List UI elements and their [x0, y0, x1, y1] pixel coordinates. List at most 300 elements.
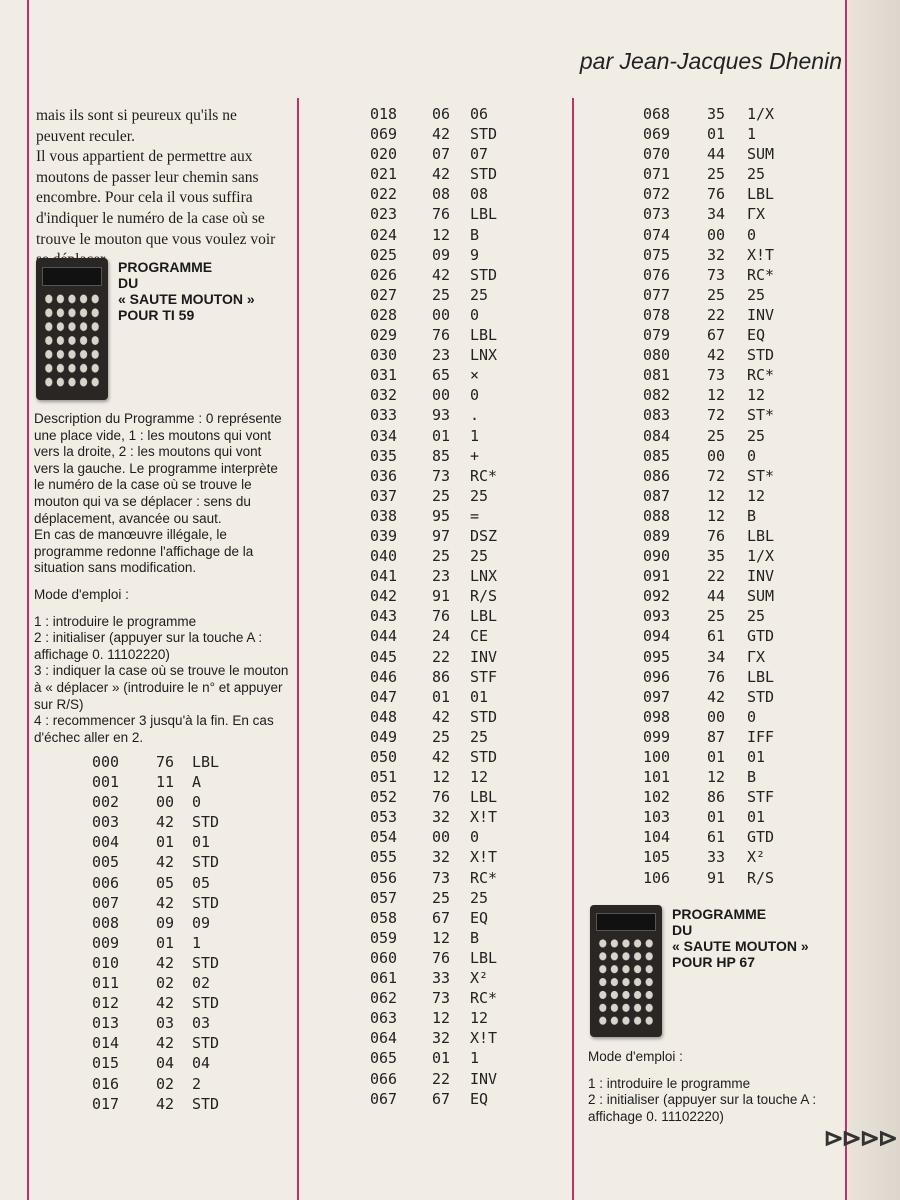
- mnemonic: 12: [747, 386, 766, 405]
- mode-title: Mode d'emploi :: [588, 1049, 683, 1064]
- step-number: 048: [370, 707, 398, 726]
- mnemonic: LBL: [747, 526, 775, 545]
- step-number: 033: [370, 406, 398, 425]
- key-code: 93: [432, 406, 451, 425]
- step-number: 076: [643, 265, 671, 284]
- mode-step: 2 : initialiser (appuyer sur la touche A : affichage 0. 11102220): [34, 630, 263, 662]
- step-number: 085: [643, 446, 671, 465]
- step-number: 075: [643, 245, 671, 264]
- step-number: 099: [643, 727, 671, 746]
- mnemonic: 0: [470, 828, 480, 847]
- key-code: 11: [156, 773, 175, 792]
- step-number: 078: [643, 305, 671, 324]
- mnemonic: RC*: [747, 265, 775, 284]
- key-code: 32: [432, 1029, 451, 1048]
- intro-text: [36, 106, 288, 271]
- mnemonic: SUM: [747, 587, 775, 606]
- step-number: 009: [92, 933, 120, 952]
- key-code: 23: [432, 346, 451, 365]
- mnemonic: LBL: [470, 607, 498, 626]
- mnemonic: INV: [470, 1069, 498, 1088]
- step-number: 054: [370, 828, 398, 847]
- key-code: 76: [432, 607, 451, 626]
- key-code: 12: [707, 386, 726, 405]
- mnemonic: 12: [747, 486, 766, 505]
- mnemonic: STD: [192, 893, 220, 912]
- mnemonic: STD: [747, 687, 775, 706]
- key-code: 73: [707, 366, 726, 385]
- key-code: 01: [156, 933, 175, 952]
- key-code: 22: [707, 567, 726, 586]
- mnemonic: 08: [470, 185, 489, 204]
- step-number: 052: [370, 788, 398, 807]
- mnemonic: ×: [470, 366, 480, 385]
- column-rule-1: [297, 98, 299, 1200]
- hp67-program-title: PROGRAMME DU « SAUTE MOUTON » POUR HP 67: [672, 906, 809, 970]
- mnemonic: IFF: [747, 727, 775, 746]
- key-code: 09: [156, 913, 175, 932]
- step-number: 069: [643, 125, 671, 144]
- mode-step: 4 : recommencer 3 jusqu'à la fin. En cas d'échec aller en 2.: [34, 713, 274, 745]
- column-rule-2: [572, 98, 574, 1200]
- mnemonic: .: [470, 406, 480, 425]
- step-number: 021: [370, 165, 398, 184]
- step-number: 084: [643, 426, 671, 445]
- step-number: 096: [643, 667, 671, 686]
- key-code: 34: [707, 647, 726, 666]
- key-code: 86: [707, 788, 726, 807]
- mnemonic: 9: [470, 245, 480, 264]
- step-number: 093: [643, 607, 671, 626]
- key-code: 86: [432, 667, 451, 686]
- key-code: 42: [432, 125, 451, 144]
- mnemonic: 1: [470, 426, 480, 445]
- mnemonic: B: [747, 768, 757, 787]
- mode-step: 2 : initialiser (appuyer sur la touche A : affichage 0. 11102220): [588, 1092, 817, 1124]
- key-code: 12: [432, 768, 451, 787]
- key-code: 12: [432, 225, 451, 244]
- key-code: 07: [432, 145, 451, 164]
- mnemonic: 0: [747, 707, 757, 726]
- mode-step: 3 : indiquer la case où se trouve le mouton à « déplacer » (introduire le n° et appuyer sur R/S): [34, 663, 289, 712]
- mnemonic: 0: [470, 386, 480, 405]
- step-number: 103: [643, 808, 671, 827]
- key-code: 42: [432, 165, 451, 184]
- key-code: 42: [156, 853, 175, 872]
- step-number: 101: [643, 768, 671, 787]
- description-paragraph: En cas de manœuvre illégale, le programme redonne l'affichage de la situation sans modification.: [34, 527, 254, 576]
- key-code: 02: [156, 1074, 175, 1093]
- mnemonic: LBL: [470, 788, 498, 807]
- mnemonic: 25: [470, 888, 489, 907]
- key-code: 76: [432, 788, 451, 807]
- mnemonic: X!T: [747, 245, 775, 264]
- key-code: 67: [432, 908, 451, 927]
- mnemonic: X²: [470, 969, 489, 988]
- mnemonic: 25: [747, 607, 766, 626]
- mnemonic: RC*: [470, 466, 498, 485]
- step-number: 087: [643, 486, 671, 505]
- step-number: 022: [370, 185, 398, 204]
- mnemonic: 01: [747, 808, 766, 827]
- step-number: 062: [370, 989, 398, 1008]
- key-code: 00: [156, 793, 175, 812]
- mnemonic: 12: [470, 768, 489, 787]
- mnemonic: ΓX: [747, 205, 766, 224]
- key-code: 12: [707, 768, 726, 787]
- mnemonic: 1: [192, 933, 202, 952]
- key-code: 12: [432, 1009, 451, 1028]
- key-code: 32: [432, 808, 451, 827]
- description-paragraph: Description du Programme : 0 représente une place vide, 1 : les moutons qui vont vers la droite, 2 : les moutons qui vont vers la gauche. Le programme interprète le numéro de la case où se trouve le mouton qui va se déplacer : sens du déplacement, avancée ou saut.: [34, 411, 282, 526]
- key-code: 01: [432, 1049, 451, 1068]
- key-code: 95: [432, 506, 451, 525]
- mnemonic: EQ: [747, 326, 766, 345]
- step-number: 003: [92, 813, 120, 832]
- mnemonic: ST*: [747, 466, 775, 485]
- mnemonic: STD: [192, 813, 220, 832]
- mnemonic: STD: [192, 994, 220, 1013]
- mnemonic: LNX: [470, 346, 498, 365]
- step-number: 105: [643, 848, 671, 867]
- next-page-edge: [848, 0, 900, 1200]
- key-code: 42: [432, 748, 451, 766]
- key-code: 23: [432, 567, 451, 586]
- key-code: 09: [432, 245, 451, 264]
- step-number: 025: [370, 245, 398, 264]
- step-number: 037: [370, 486, 398, 505]
- key-code: 22: [432, 647, 451, 666]
- step-number: 045: [370, 647, 398, 666]
- step-number: 017: [92, 1094, 120, 1113]
- mnemonic: 25: [747, 426, 766, 445]
- step-number: 016: [92, 1074, 120, 1093]
- step-number: 057: [370, 888, 398, 907]
- key-code: 00: [432, 305, 451, 324]
- ti59-calculator-photo: [36, 258, 108, 400]
- step-number: 015: [92, 1054, 120, 1073]
- mnemonic: A: [192, 773, 202, 792]
- step-number: 086: [643, 466, 671, 485]
- mnemonic: CE: [470, 627, 489, 646]
- step-number: 039: [370, 526, 398, 545]
- mnemonic: B: [747, 506, 757, 525]
- step-number: 029: [370, 326, 398, 345]
- mnemonic: STD: [470, 265, 498, 284]
- step-number: 061: [370, 969, 398, 988]
- key-code: 00: [707, 707, 726, 726]
- key-code: 06: [432, 105, 451, 123]
- key-code: 00: [432, 386, 451, 405]
- step-number: 013: [92, 1014, 120, 1033]
- mnemonic: RC*: [470, 989, 498, 1008]
- key-code: 25: [707, 426, 726, 445]
- step-number: 104: [643, 828, 671, 847]
- mnemonic: LBL: [470, 948, 498, 967]
- mnemonic: 07: [470, 145, 489, 164]
- step-number: 047: [370, 687, 398, 706]
- key-code: 32: [707, 245, 726, 264]
- mnemonic: 25: [747, 165, 766, 184]
- mnemonic: 25: [470, 486, 489, 505]
- mode-step: 1 : introduire le programme: [34, 613, 197, 629]
- step-number: 069: [370, 125, 398, 144]
- key-code: 42: [156, 893, 175, 912]
- mnemonic: INV: [747, 305, 775, 324]
- key-code: 65: [432, 366, 451, 385]
- step-number: 024: [370, 225, 398, 244]
- mnemonic: STD: [470, 748, 498, 766]
- key-code: 76: [432, 205, 451, 224]
- mnemonic: LBL: [747, 667, 775, 686]
- mnemonic: EQ: [470, 1089, 489, 1108]
- mnemonic: R/S: [470, 587, 498, 606]
- key-code: 24: [432, 627, 451, 646]
- key-code: 01: [432, 687, 451, 706]
- key-code: 25: [707, 607, 726, 626]
- mnemonic: STD: [470, 707, 498, 726]
- step-number: 010: [92, 953, 120, 972]
- mnemonic: STD: [747, 346, 775, 365]
- mnemonic: 12: [470, 1009, 489, 1028]
- mnemonic: B: [470, 928, 480, 947]
- key-code: 04: [156, 1054, 175, 1073]
- key-code: 00: [707, 225, 726, 244]
- step-number: 073: [643, 205, 671, 224]
- ti59-program-title: PROGRAMME DU « SAUTE MOUTON » POUR TI 59: [118, 259, 255, 323]
- step-number: 040: [370, 547, 398, 566]
- step-number: 032: [370, 386, 398, 405]
- mnemonic: STD: [470, 165, 498, 184]
- key-code: 03: [156, 1014, 175, 1033]
- mnemonic: STD: [192, 853, 220, 872]
- mnemonic: EQ: [470, 908, 489, 927]
- mnemonic: STF: [747, 788, 775, 807]
- key-code: 73: [432, 466, 451, 485]
- step-number: 071: [643, 165, 671, 184]
- mnemonic: 2: [192, 1074, 202, 1093]
- key-code: 42: [707, 346, 726, 365]
- mnemonic: GTD: [747, 828, 775, 847]
- step-number: 056: [370, 868, 398, 887]
- mnemonic: =: [470, 506, 480, 525]
- key-code: 42: [156, 953, 175, 972]
- key-code: 73: [432, 989, 451, 1008]
- step-number: 049: [370, 727, 398, 746]
- mnemonic: ΓX: [747, 647, 766, 666]
- key-code: 76: [156, 753, 175, 771]
- mnemonic: ST*: [747, 406, 775, 425]
- mnemonic: RC*: [470, 868, 498, 887]
- key-code: 76: [707, 185, 726, 204]
- step-number: 082: [643, 386, 671, 405]
- step-number: 079: [643, 326, 671, 345]
- step-number: 094: [643, 627, 671, 646]
- mnemonic: 0: [747, 225, 757, 244]
- key-code: 76: [707, 526, 726, 545]
- key-code: 97: [432, 526, 451, 545]
- step-number: 050: [370, 748, 398, 766]
- step-number: 018: [370, 105, 398, 123]
- step-number: 030: [370, 346, 398, 365]
- key-code: 44: [707, 587, 726, 606]
- step-number: 053: [370, 808, 398, 827]
- mnemonic: LBL: [470, 205, 498, 224]
- step-number: 026: [370, 265, 398, 284]
- key-code: 91: [707, 868, 726, 887]
- mnemonic: 25: [470, 547, 489, 566]
- key-code: 02: [156, 974, 175, 993]
- mnemonic: 25: [470, 285, 489, 304]
- key-code: 25: [432, 285, 451, 304]
- mnemonic: 0: [470, 305, 480, 324]
- step-number: 088: [643, 506, 671, 525]
- key-code: 25: [432, 486, 451, 505]
- mnemonic: 0: [747, 446, 757, 465]
- key-code: 01: [707, 125, 726, 144]
- step-number: 091: [643, 567, 671, 586]
- author-byline: par Jean-Jacques Dhenin: [579, 48, 842, 74]
- mnemonic: 1/X: [747, 547, 775, 566]
- mnemonic: 02: [192, 974, 211, 993]
- mnemonic: LBL: [470, 326, 498, 345]
- mnemonic: X²: [747, 848, 766, 867]
- key-code: 67: [707, 326, 726, 345]
- key-code: 12: [432, 928, 451, 947]
- mnemonic: X!T: [470, 848, 498, 867]
- step-number: 067: [370, 1089, 398, 1108]
- mnemonic: 1: [747, 125, 757, 144]
- mnemonic: 01: [747, 748, 766, 766]
- step-number: 000: [92, 753, 120, 771]
- key-code: 25: [432, 727, 451, 746]
- mnemonic: STD: [192, 1094, 220, 1113]
- step-number: 051: [370, 768, 398, 787]
- mnemonic: STF: [470, 667, 498, 686]
- key-code: 25: [432, 888, 451, 907]
- step-number: 007: [92, 893, 120, 912]
- step-number: 005: [92, 853, 120, 872]
- key-code: 33: [707, 848, 726, 867]
- step-number: 006: [92, 873, 120, 892]
- key-code: 87: [707, 727, 726, 746]
- step-number: 002: [92, 793, 120, 812]
- step-number: 098: [643, 707, 671, 726]
- key-code: 76: [432, 948, 451, 967]
- step-number: 046: [370, 667, 398, 686]
- key-code: 73: [707, 265, 726, 284]
- step-number: 106: [643, 868, 671, 887]
- step-number: 090: [643, 547, 671, 566]
- key-code: 08: [432, 185, 451, 204]
- key-code: 73: [432, 868, 451, 887]
- key-code: 25: [707, 285, 726, 304]
- key-code: 01: [156, 833, 175, 852]
- key-code: 61: [707, 627, 726, 646]
- step-number: 008: [92, 913, 120, 932]
- key-code: 00: [432, 828, 451, 847]
- mnemonic: 09: [192, 913, 211, 932]
- mnemonic: 06: [470, 105, 489, 123]
- key-code: 33: [432, 969, 451, 988]
- step-number: 059: [370, 928, 398, 947]
- key-code: 12: [707, 506, 726, 525]
- ti59-description: [34, 411, 290, 746]
- key-code: 42: [156, 1034, 175, 1053]
- key-code: 34: [707, 205, 726, 224]
- step-number: 034: [370, 426, 398, 445]
- key-code: 85: [432, 446, 451, 465]
- mnemonic: X!T: [470, 1029, 498, 1048]
- step-number: 102: [643, 788, 671, 807]
- key-code: 72: [707, 406, 726, 425]
- step-number: 012: [92, 994, 120, 1013]
- step-number: 036: [370, 466, 398, 485]
- right-margin-rule: [845, 0, 847, 1200]
- step-number: 020: [370, 145, 398, 164]
- key-code: 35: [707, 105, 726, 123]
- key-code: 42: [432, 707, 451, 726]
- step-number: 035: [370, 446, 398, 465]
- mnemonic: STD: [470, 125, 498, 144]
- mnemonic: RC*: [747, 366, 775, 385]
- step-number: 068: [643, 105, 671, 123]
- mnemonic: LBL: [747, 185, 775, 204]
- key-code: 25: [432, 547, 451, 566]
- step-number: 060: [370, 948, 398, 967]
- mnemonic: R/S: [747, 868, 775, 887]
- step-number: 063: [370, 1009, 398, 1028]
- step-number: 077: [643, 285, 671, 304]
- step-number: 095: [643, 647, 671, 666]
- step-number: 041: [370, 567, 398, 586]
- key-code: 44: [707, 145, 726, 164]
- step-number: 028: [370, 305, 398, 324]
- mnemonic: GTD: [747, 627, 775, 646]
- key-code: 67: [432, 1089, 451, 1108]
- step-number: 083: [643, 406, 671, 425]
- mnemonic: LNX: [470, 567, 498, 586]
- mnemonic: INV: [470, 647, 498, 666]
- mnemonic: 05: [192, 873, 211, 892]
- step-number: 058: [370, 908, 398, 927]
- step-number: 070: [643, 145, 671, 164]
- mnemonic: STD: [192, 953, 220, 972]
- step-number: 023: [370, 205, 398, 224]
- key-code: 76: [432, 326, 451, 345]
- key-code: 05: [156, 873, 175, 892]
- step-number: 004: [92, 833, 120, 852]
- mnemonic: B: [470, 225, 480, 244]
- mnemonic: X!T: [470, 808, 498, 827]
- step-number: 074: [643, 225, 671, 244]
- hp67-calculator-photo: [590, 905, 662, 1037]
- key-code: 12: [707, 486, 726, 505]
- step-number: 066: [370, 1069, 398, 1088]
- mnemonic: STD: [192, 1034, 220, 1053]
- mnemonic: 0: [192, 793, 202, 812]
- key-code: 01: [707, 808, 726, 827]
- mnemonic: 1: [470, 1049, 480, 1068]
- intro-paragraph: Il vous appartient de permettre aux moutons de passer leur chemin sans encombre. Pour cela il vous suffira d'indiquer le numéro de la case où se trouve le mouton que vous voulez voir: [36, 148, 276, 248]
- step-number: 042: [370, 587, 398, 606]
- key-code: 22: [432, 1069, 451, 1088]
- mnemonic: INV: [747, 567, 775, 586]
- intro-paragraph: mais ils sont si peureux qu'ils ne peuvent reculer.: [36, 107, 237, 145]
- mnemonic: LBL: [192, 753, 220, 771]
- step-number: 044: [370, 627, 398, 646]
- mnemonic: 25: [470, 727, 489, 746]
